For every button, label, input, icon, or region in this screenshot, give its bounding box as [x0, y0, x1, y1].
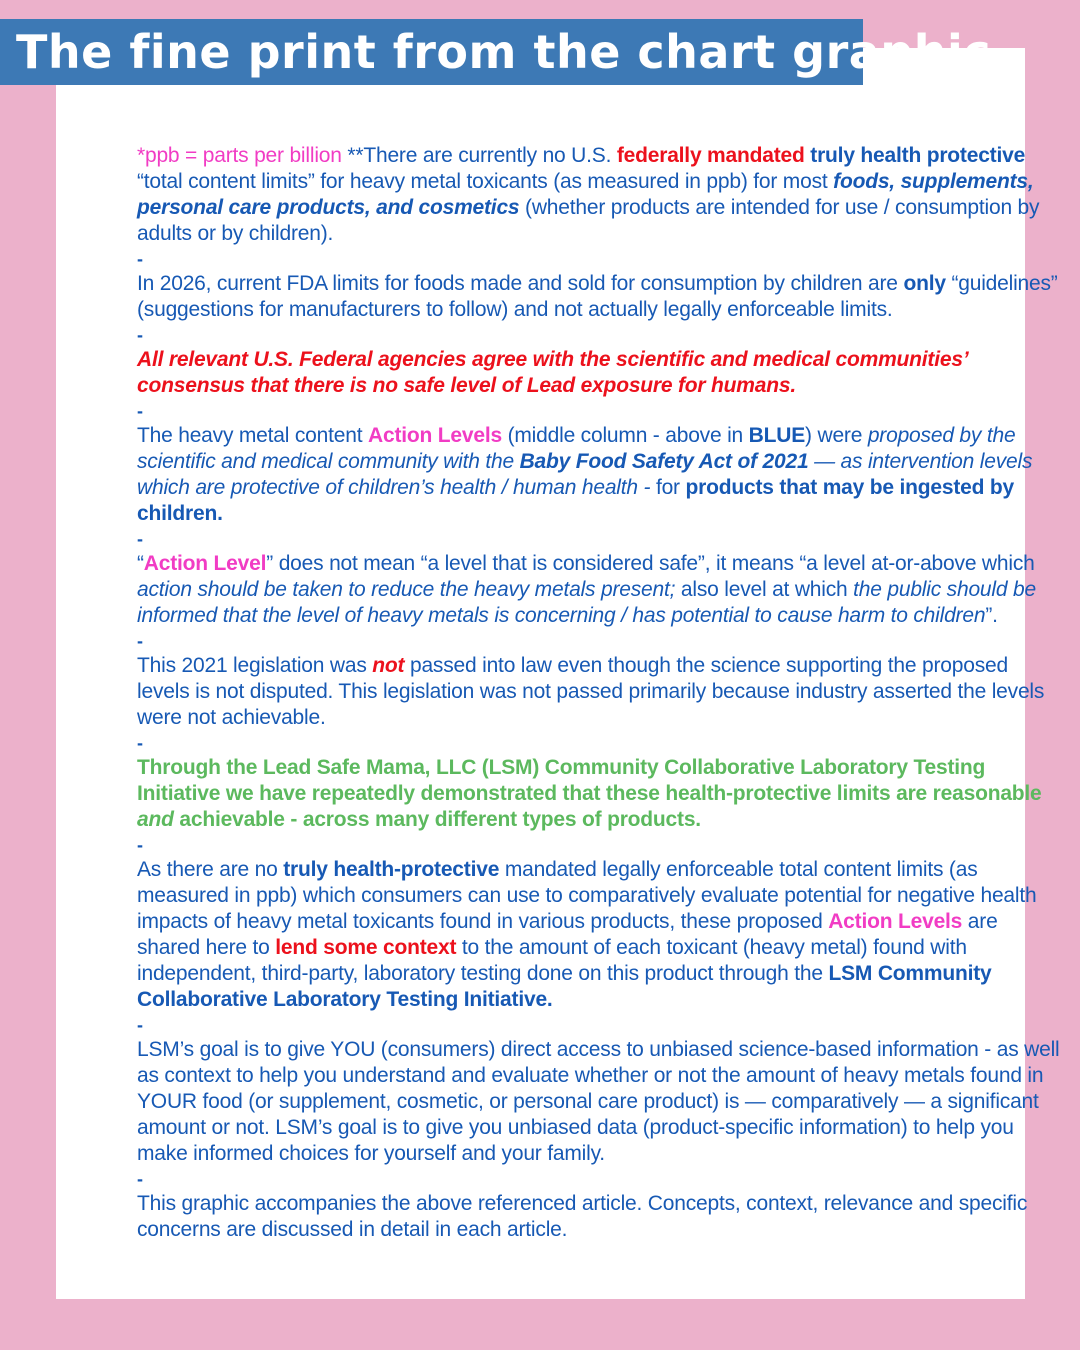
- text-segment: “total content limits” for heavy metal toxicants (as measured in ppb) for most: [137, 170, 834, 193]
- text-segment: LSM Community Collaborative Laboratory Testing Initiative.: [137, 962, 992, 1011]
- text-segment: lend some context: [275, 936, 457, 959]
- text-segment: (whether products are intended for use / consumption by adults or by children).: [137, 196, 1040, 245]
- text-segment: products that may be ingested by children.: [137, 476, 1014, 525]
- text-segment: are shared here to: [137, 910, 998, 959]
- text-segment: not: [372, 654, 405, 677]
- text-segment: Baby Food Safety Act of 2021: [519, 450, 809, 473]
- text-segment: “guidelines” (suggestions for manufacturers to follow) and not actually legally enforceable limits.: [137, 272, 1058, 321]
- paragraph-separator-dash: -: [137, 733, 143, 753]
- paragraph-legislation-not-passed: [137, 653, 1061, 731]
- paragraph-separator-dash: -: [137, 249, 143, 269]
- text-segment: “: [137, 552, 144, 575]
- text-segment: **There are currently no U.S.: [347, 144, 617, 167]
- text-segment: the public should be informed that the level of heavy metals is concerning / has potential to cause harm to children: [137, 578, 1036, 627]
- paragraph-fda-2026-guidelines: [137, 271, 1061, 323]
- text-segment: — as intervention levels which are protective of children’s health / human health -: [137, 450, 1033, 499]
- paragraph-separator-dash: -: [137, 325, 143, 345]
- text-segment: and: [137, 808, 174, 831]
- text-segment: also level at which: [675, 578, 854, 601]
- text-segment: ” does not mean “a level that is considered safe”, it means “a level at-or-above which: [266, 552, 1035, 575]
- text-segment: Action Levels: [368, 424, 502, 447]
- text-segment: foods, supplements, personal care products, and cosmetics: [137, 170, 1034, 219]
- text-segment: to the amount of each toxicant (heavy metal) found with independent, third-party, laboratory testing done on this product through the: [137, 936, 967, 985]
- paragraph-separator-dash: -: [137, 631, 143, 651]
- text-segment: ”.: [985, 604, 998, 627]
- text-segment: action should be taken to reduce the heavy metals present;: [137, 578, 676, 601]
- text-segment: passed into law even though the science supporting the proposed levels is not disputed. This legislation was not passed primarily because industry asserted the levels were not achievable.: [137, 654, 1045, 729]
- paragraph-lsm-goal: [137, 1037, 1061, 1167]
- paragraph-action-levels-context: [137, 857, 1061, 1013]
- text-segment: BLUE: [748, 424, 806, 447]
- text-segment: Action Levels: [828, 910, 963, 933]
- text-segment: federally mandated: [616, 144, 805, 167]
- text-segment: This graphic accompanies the above referenced article. Concepts, context, relevance and specific concerns are discussed in detail in each article.: [137, 1192, 1028, 1241]
- text-segment: mandated legally enforceable total content limits (as measured in ppb) which consumers can use to comparatively evaluate potential for negative health impacts of heavy metal toxicants found in various products, these proposed: [137, 858, 1037, 933]
- paragraph-separator-dash: -: [137, 1169, 143, 1189]
- page-title: The fine print from the chart graphic: [16, 25, 992, 79]
- text-segment: for: [650, 476, 686, 499]
- text-segment: truly health protective: [804, 144, 1026, 167]
- text-segment: achievable - across many different types of products.: [173, 808, 701, 831]
- text-segment: This 2021 legislation was: [137, 654, 373, 677]
- paragraph-separator-dash: -: [137, 529, 143, 549]
- text-segment: proposed by the scientific and medical community with the: [137, 424, 1016, 473]
- paragraph-separator-dash: -: [137, 835, 143, 855]
- paragraph-no-safe-level-warning: [137, 347, 1061, 399]
- paragraph-ppb-definition: [137, 143, 1061, 247]
- text-segment: As there are no: [137, 858, 284, 881]
- text-segment: In 2026, current FDA limits for foods made and sold for consumption by children are: [137, 272, 904, 295]
- paragraph-action-level-definition: [137, 551, 1061, 629]
- paragraph-action-levels-origin: [137, 423, 1061, 527]
- header-banner: [0, 19, 992, 85]
- text-segment: LSM’s goal is to give YOU (consumers) direct access to unbiased science-based information - as well as context to help you understand and evaluate whether or not the amount of heavy metals found in YOUR food (or supplement, cosmetic, or personal care product) is — comparatively — a significant amount or not. LSM’s goal is to give you unbiased data (product-specific information) to help you make informed choices for yourself and your family.: [137, 1038, 1060, 1165]
- text-segment: Action Level: [143, 552, 267, 575]
- text-segment: The heavy metal content: [137, 424, 368, 447]
- content-card: [56, 48, 1060, 1299]
- text-segment: All relevant U.S. Federal agencies agree with the scientific and medical communities’ consensus that there is no safe level of Lead exposure for humans.: [137, 348, 968, 397]
- paragraph-separator-dash: -: [137, 1015, 143, 1035]
- text-segment: ) were: [805, 424, 868, 447]
- text-segment: truly health-protective: [283, 858, 500, 881]
- text-segment: (middle column - above in: [501, 424, 749, 447]
- text-segment: Through the Lead Safe Mama, LLC (LSM) Community Collaborative Laboratory Testing Initiative we have repeatedly demonstrated that these health-protective limits are reasonable: [137, 756, 1042, 805]
- paragraph-lsm-testing-initiative: [137, 755, 1061, 833]
- paragraph-separator-dash: -: [137, 401, 143, 421]
- text-segment: *ppb = parts per billion: [137, 144, 348, 167]
- text-segment: only: [903, 272, 946, 295]
- fine-print-body: [137, 143, 1061, 1243]
- paragraph-graphic-accompanies-article: [137, 1191, 1061, 1243]
